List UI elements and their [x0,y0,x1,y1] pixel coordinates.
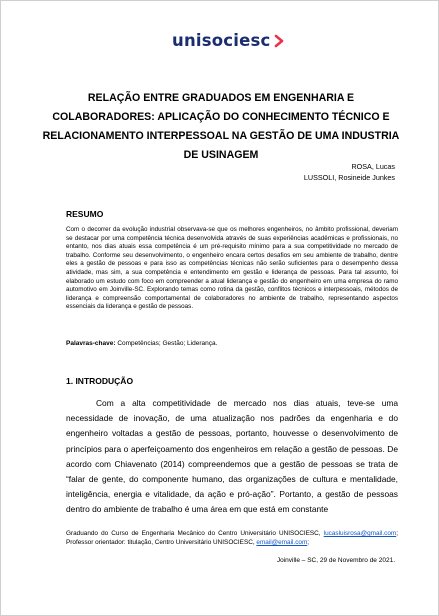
paper-title: RELAÇÃO ENTRE GRADUADOS EM ENGENHARIA E COLABORADORES: APLICAÇÃO DO CONHECIMENTO TÉCNICO E RELACIONAMENTO INTERPESSOAL NA GESTÃO DE UMA INDUSTRIA DE USINAGEM [42,92,400,161]
footnote [66,530,398,547]
date-location: Joinville – SC, 29 de Novembro de 2021. [276,557,395,564]
footnote-text: Graduando do Curso de Engenharia Mecânico do Centro Universitário UNISOCIESC, [66,530,321,537]
introduction-heading: 1. INTRODUÇÃO [66,376,134,386]
keywords-value: Competências; Gestão; Liderança. [117,340,218,347]
keywords-label: Palavras-chave: [66,340,116,347]
footnote-text: ; [307,538,310,546]
logo-text: unisociesc [172,31,271,50]
author-name: LUSSOLI, Rosineide Junkes [303,173,395,182]
author-list [304,161,395,183]
abstract-heading: RESUMO [66,209,104,219]
introduction-text: Com a alta competitividade de mercado nos dias atuais, teve-se uma necessidade de inovação, de uma atualização nos padrões da engenharia e do engenheiro voltadas a gestão de pessoas, portanto, houvesse o desenvolvimento de princípios para o aperfeiçoamento dos engenheiros em relação a gestão de pessoas. De acordo com Chiavenato (2014) compreendemos que a gestão de pessoas se trata de “falar de gente, do componente humano, das organizações de cultura e mentalidade, inteligência, energia e vitalidade, da ação e pró-ação”. Portanto, a gestão de pessoas dentro do ambiente de trabalho é uma área em que está em constante [66,398,398,515]
author-email-link[interactable]: lucasluisrosa@gmail.com [323,530,397,537]
advisor-email-link[interactable]: email@email.com [256,538,308,546]
footnote-text: ; Professor orientador: titulação, Centro Universitário UNISOCIESC, [66,530,398,546]
abstract-text: Com o decorrer da evolução industrial observava-se que os melhores engenheiros, no âmbito profissional, deveriam se destacar por uma competência técnica desenvolvida através de suas experiências acadêmicas e profissionais, no entanto, nos dias atuais essa competência é um pré-requisito mínimo para a sua competitividade no mercado de trabalho. Conforme seu desenvolvimento, o engenheiro encara certos desafios em seu ambiente de trabalho, dentre eles a gestão de pessoas e para isso as competências técnicas não serão suficientes para o desempenho dessa atividade, mas sim, a sua competência e entendimento em gestão e liderança de pessoas. Para tal assunto, foi elaborado um estudo com foco em compreender a atual liderança e gestão do engenheiro em uma empresa do ramo automotivo em Joinville-SC. Explorando temas como rotina da gestão, conflitos técnicos e interpessoais, métodos de liderança e compreensão comportamental de colaboradores no ambiente de trabalho, representando aspectos essenciais da liderança e gestão de pessoas. [66,226,398,311]
keywords-line [66,340,217,347]
unisociesc-logo [172,31,286,50]
chevron-right-icon [272,34,286,48]
author-name: ROSA, Lucas [351,162,395,171]
